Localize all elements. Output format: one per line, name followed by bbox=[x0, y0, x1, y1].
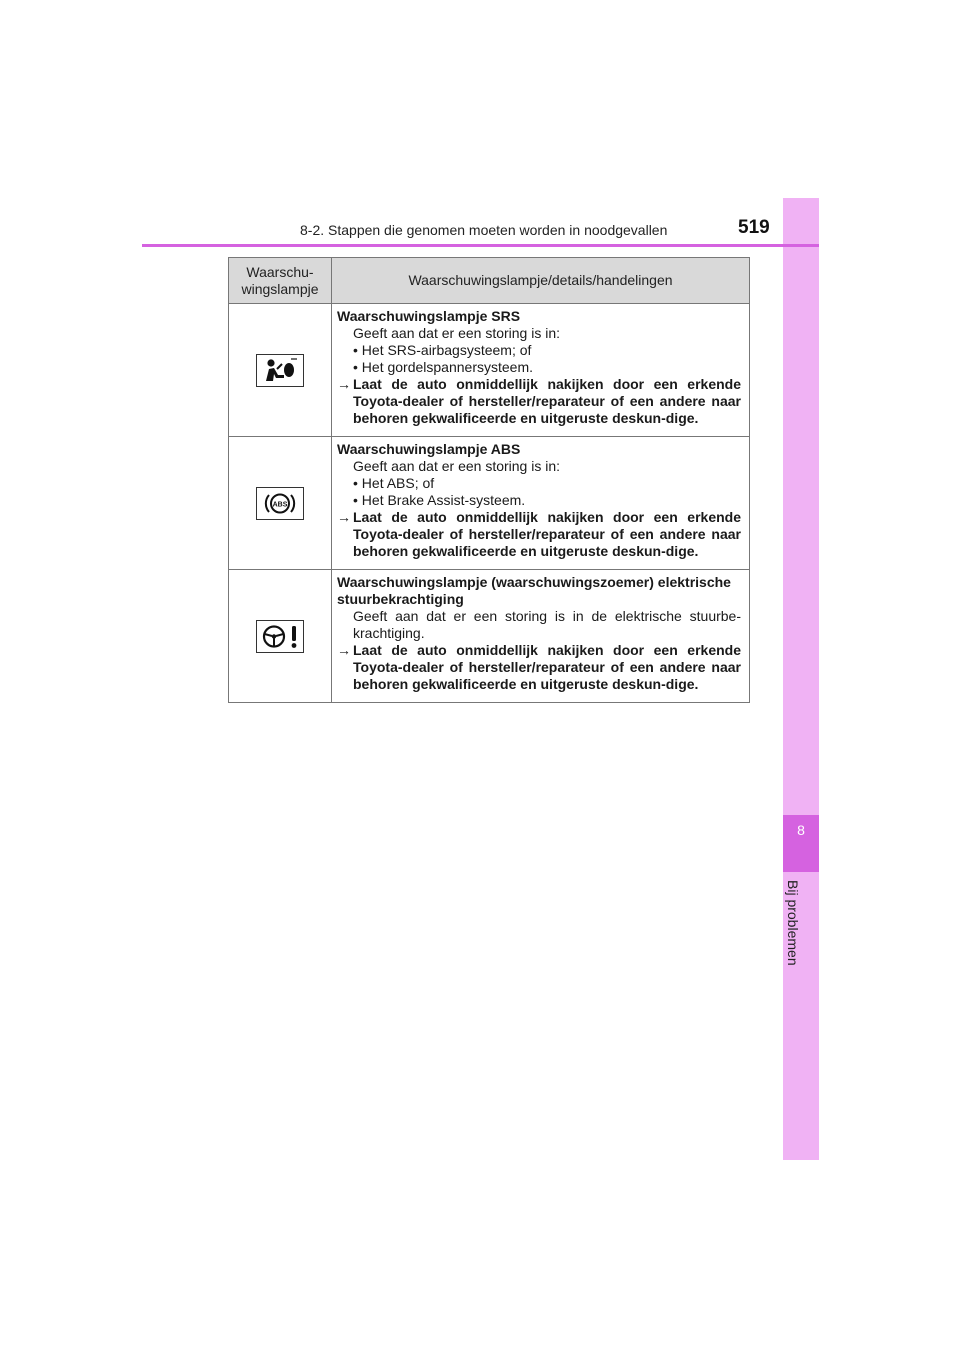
arrow-right-icon: → bbox=[337, 376, 351, 392]
action-instruction bbox=[337, 376, 741, 427]
arrow-right-icon: → bbox=[337, 509, 351, 525]
section-title: 8-2. Stappen die genomen moeten worden in noodgevallen bbox=[300, 222, 668, 238]
col-icon-header: Waarschu- wingslampje bbox=[229, 258, 332, 304]
abs-icon-text: ABS bbox=[272, 501, 288, 508]
details-cell bbox=[332, 437, 750, 570]
details-cell bbox=[332, 570, 750, 703]
arrow-right-icon: → bbox=[337, 642, 351, 658]
lamp-title: Waarschuwingslampje (waarschuwingszoemer) elektrische stuurbekrachtiging bbox=[337, 574, 731, 607]
action-text: Laat de auto onmiddellijk nakijken door een erkende Toyota-dealer of hersteller/reparateur of een andere naar behoren gekwalificeerde en uitgeruste deskun-dige. bbox=[353, 509, 741, 559]
chapter-side-tab bbox=[783, 198, 819, 1160]
icon-cell bbox=[229, 570, 332, 703]
abs-warning-icon bbox=[256, 487, 304, 520]
bullet-item: • Het SRS-airbagsysteem; of bbox=[353, 342, 532, 358]
action-instruction bbox=[337, 509, 741, 560]
bullet-item: • Het ABS; of bbox=[353, 475, 435, 491]
lamp-title: Waarschuwingslampje ABS bbox=[337, 441, 521, 457]
action-text: Laat de auto onmiddellijk nakijken door een erkende Toyota-dealer of hersteller/reparateur of een andere naar behoren gekwalificeerde en uitgeruste deskun-dige. bbox=[353, 642, 741, 692]
chapter-label: Bij problemen bbox=[785, 880, 801, 966]
lamp-description: Geeft aan dat er een storing is in: bbox=[353, 325, 561, 341]
table-row bbox=[229, 570, 750, 703]
lamp-description: Geeft aan dat er een storing is in de elektrische stuurbe-krachtiging. bbox=[353, 608, 741, 641]
chapter-number: 8 bbox=[797, 822, 805, 838]
action-text: Laat de auto onmiddellijk nakijken door een erkende Toyota-dealer of hersteller/reparateur of een andere naar behoren gekwalificeerde en uitgeruste deskun-dige. bbox=[353, 376, 741, 426]
power-steering-warning-icon bbox=[256, 620, 304, 653]
details-cell bbox=[332, 304, 750, 437]
srs-airbag-warning-icon bbox=[256, 354, 304, 387]
warning-lamp-table bbox=[228, 257, 750, 703]
bullet-item: • Het Brake Assist-systeem. bbox=[353, 492, 526, 508]
table-header-row bbox=[229, 258, 750, 304]
icon-cell bbox=[229, 437, 332, 570]
table-row bbox=[229, 304, 750, 437]
header-rule bbox=[142, 244, 819, 247]
action-instruction bbox=[337, 642, 741, 693]
col-details-header: Waarschuwingslampje/details/handelingen bbox=[332, 258, 750, 304]
bullet-item: • Het gordelspannersysteem. bbox=[353, 359, 533, 375]
table-row bbox=[229, 437, 750, 570]
lamp-description: Geeft aan dat er een storing is in: bbox=[353, 458, 561, 474]
icon-cell bbox=[229, 304, 332, 437]
page-number: 519 bbox=[738, 217, 770, 238]
lamp-title: Waarschuwingslampje SRS bbox=[337, 308, 521, 324]
